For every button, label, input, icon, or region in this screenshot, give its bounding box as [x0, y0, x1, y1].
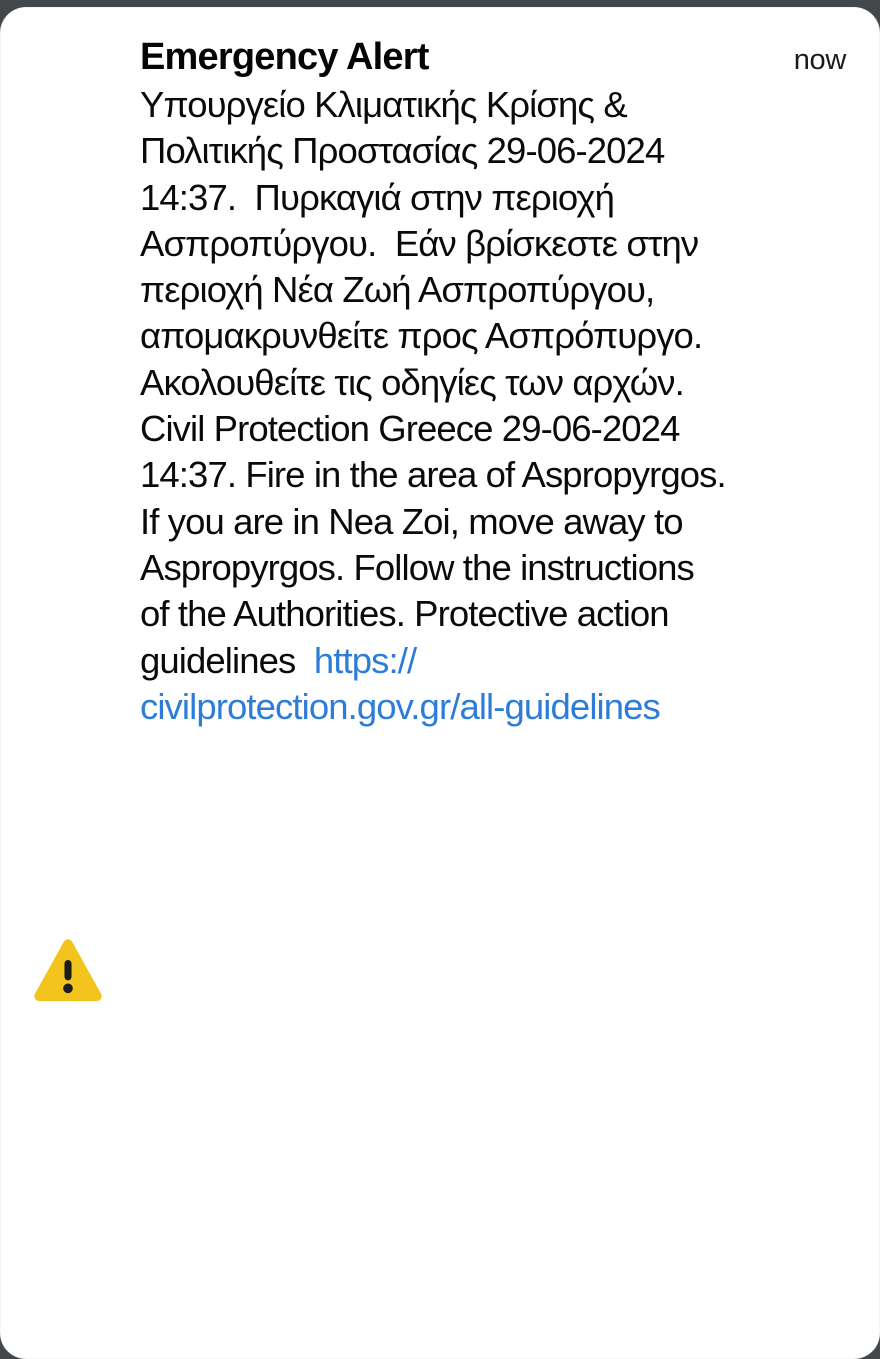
- message-line: [140, 452, 846, 498]
- message-line: [140, 313, 846, 359]
- message-text-segment: Υπουργείο Κλιματικής Κρίσης &: [140, 84, 627, 125]
- notification-title: Emergency Alert: [140, 36, 429, 78]
- message-text-segment: Aspropyrgos. Follow the instructions: [140, 546, 694, 588]
- message-line: [140, 591, 846, 637]
- message-line: [140, 545, 846, 591]
- notification-content: [140, 33, 846, 730]
- message-line: [140, 221, 846, 267]
- emergency-alert-notification[interactable]: [0, 7, 880, 1359]
- message-text-segment: Ακολουθείτε τις οδηγίες των αρχών.: [140, 361, 684, 403]
- message-text: [140, 82, 846, 730]
- message-line: [140, 128, 846, 174]
- message-text-segment: 14:37. Fire in the area of Aspropyrgos.: [140, 454, 726, 496]
- warning-triangle-icon: [34, 938, 102, 1004]
- message-line: [140, 267, 846, 313]
- guidelines-link[interactable]: civilprotection.gov.gr/all-guidelines: [140, 685, 660, 727]
- message-text-segment: of the Authorities. Protective action: [140, 593, 669, 635]
- message-line: [140, 360, 846, 406]
- message-line: [140, 684, 846, 730]
- message-line: [140, 175, 846, 221]
- message-line: [140, 499, 846, 545]
- guidelines-link[interactable]: https://: [313, 639, 417, 681]
- message-line: [140, 406, 846, 452]
- message-text-segment: 14:37. Πυρκαγιά στην περιοχή: [140, 176, 614, 218]
- message-text-segment: απομακρυνθείτε προς Ασπρόπυργο.: [140, 315, 703, 357]
- message-line: [140, 82, 846, 128]
- notification-timestamp: now: [793, 44, 846, 76]
- message-text-segment: guidelines: [140, 639, 314, 681]
- message-text-segment: Πολιτικής Προστασίας 29-06-2024: [140, 130, 665, 172]
- notification-header: [140, 33, 846, 81]
- message-text-segment: περιοχή Νέα Ζωή Ασπροπύργου,: [140, 269, 655, 311]
- message-line: [140, 638, 846, 684]
- message-text-segment: If you are in Nea Zoi, move away to: [140, 500, 683, 542]
- message-text-segment: Ασπροπύργου. Εάν βρίσκεστε στην: [140, 222, 699, 264]
- message-text-segment: Civil Protection Greece 29-06-2024: [140, 408, 680, 450]
